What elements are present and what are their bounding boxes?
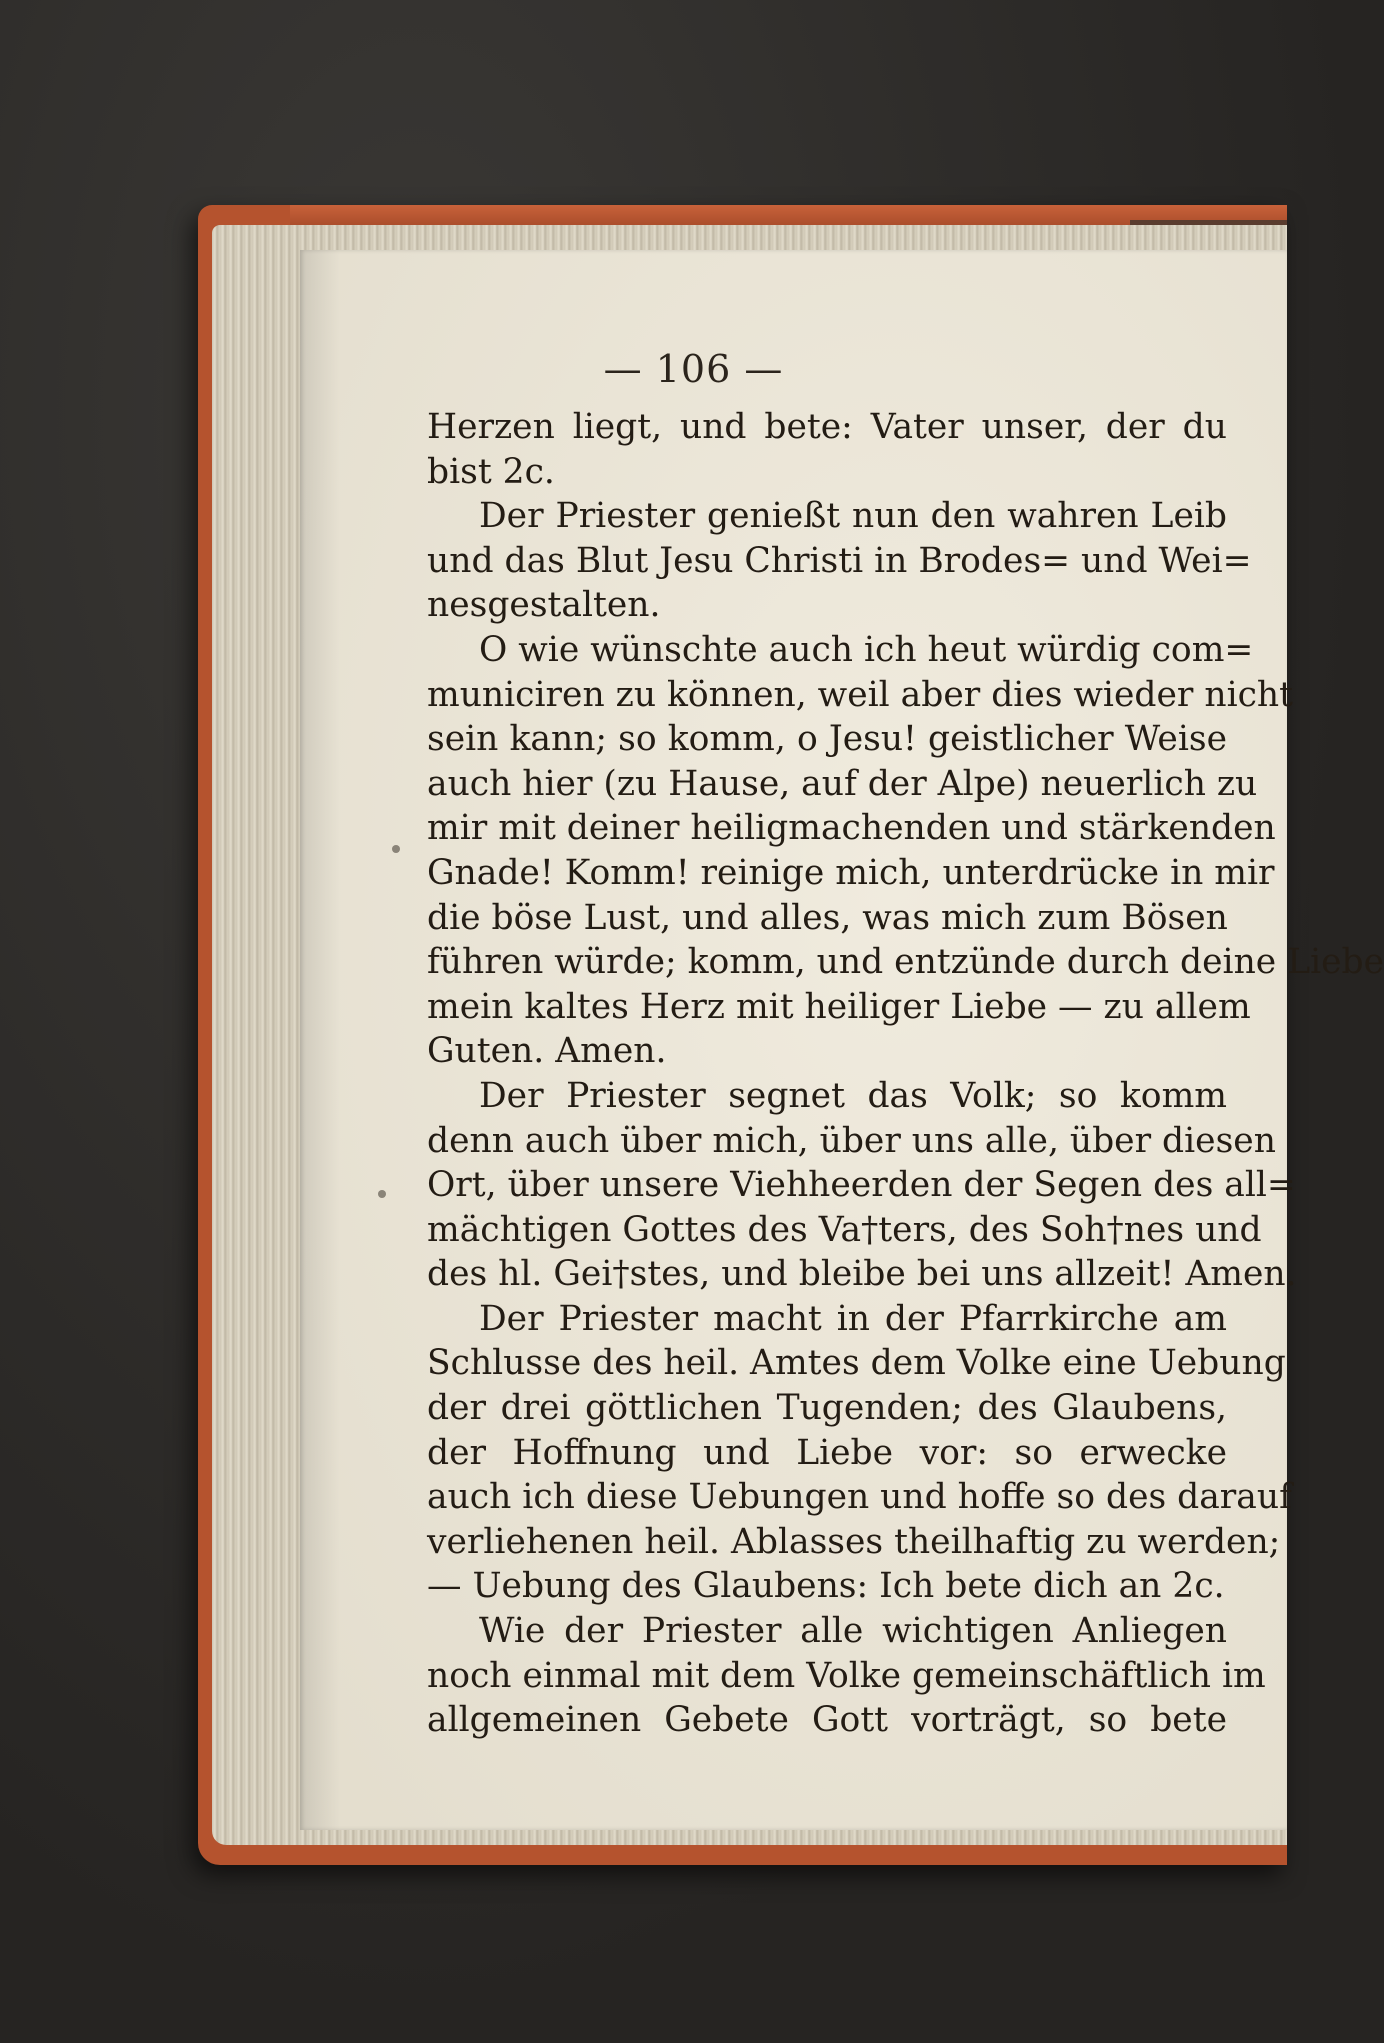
text-line: Guten. Amen. (427, 1031, 667, 1072)
text-line: Der Priester segnet das Volk; so komm (479, 1075, 1227, 1116)
text-line: Ort, über unsere Viehheerden der Segen des all= (427, 1165, 1296, 1206)
text-line: mein kaltes Herz mit heiliger Liebe — zu allem (427, 986, 1251, 1027)
text-line: verliehenen heil. Ablasses theilhaftig zu werden; (427, 1521, 1281, 1562)
text-line: bist 2c. (427, 451, 555, 492)
text-line: auch ich diese Uebungen und hoffe so des darauf (427, 1477, 1292, 1518)
text-line: des hl. Gei†stes, und bleibe bei uns allzeit! Amen. (427, 1254, 1297, 1295)
text-line: O wie wünschte auch ich heut würdig com= (479, 629, 1254, 670)
text-line: auch hier (zu Hause, auf der Alpe) neuerlich zu (427, 763, 1258, 804)
text-line: Der Priester genießt nun den wahren Leib (479, 496, 1227, 537)
body-text (427, 405, 1384, 1743)
text-line: Herzen liegt, und bete: Vater unser, der du (427, 407, 1227, 447)
page-spot (392, 845, 400, 853)
text-line: die böse Lust, und alles, was mich zum Bösen (427, 897, 1228, 938)
text-line: noch einmal mit dem Volke gemeinschäftlich im (427, 1655, 1266, 1696)
text-line: sein kann; so komm, o Jesu! geistlicher Weise (427, 719, 1227, 760)
text-line: allgemeinen Gebete Gott vorträgt, so bete (427, 1700, 1227, 1741)
page-spot (378, 1190, 386, 1198)
text-line: — Uebung des Glaubens: Ich bete dich an 2c. (427, 1566, 1225, 1607)
text-line: mir mit deiner heiligmachenden und stärkenden (427, 808, 1276, 849)
text-line: Wie der Priester alle wichtigen Anliegen (479, 1611, 1227, 1652)
text-line: mächtigen Gottes des Va†ters, des Soh†nes und (427, 1209, 1262, 1250)
text-line: nesgestalten. (427, 585, 661, 626)
text-line: der Hoffnung und Liebe vor: so erwecke (427, 1432, 1227, 1473)
text-line: Gnade! Komm! reinige mich, unterdrücke in mir (427, 852, 1275, 893)
text-line: führen würde; komm, und entzünde durch deine Liebe (427, 942, 1384, 983)
text-line: und das Blut Jesu Christi in Brodes= und Wei= (427, 540, 1252, 581)
page-number: — 106 — (603, 347, 784, 391)
text-line: municiren zu können, weil aber dies wieder nicht (427, 674, 1294, 715)
text-line: der drei göttlichen Tugenden; des Glaubens, (427, 1388, 1227, 1429)
text-line: denn auch über mich, über uns alle, über diesen (427, 1120, 1276, 1161)
text-line: Der Priester macht in der Pfarrkirche am (479, 1298, 1227, 1339)
text-line: Schlusse des heil. Amtes dem Volke eine Uebung (427, 1343, 1286, 1384)
